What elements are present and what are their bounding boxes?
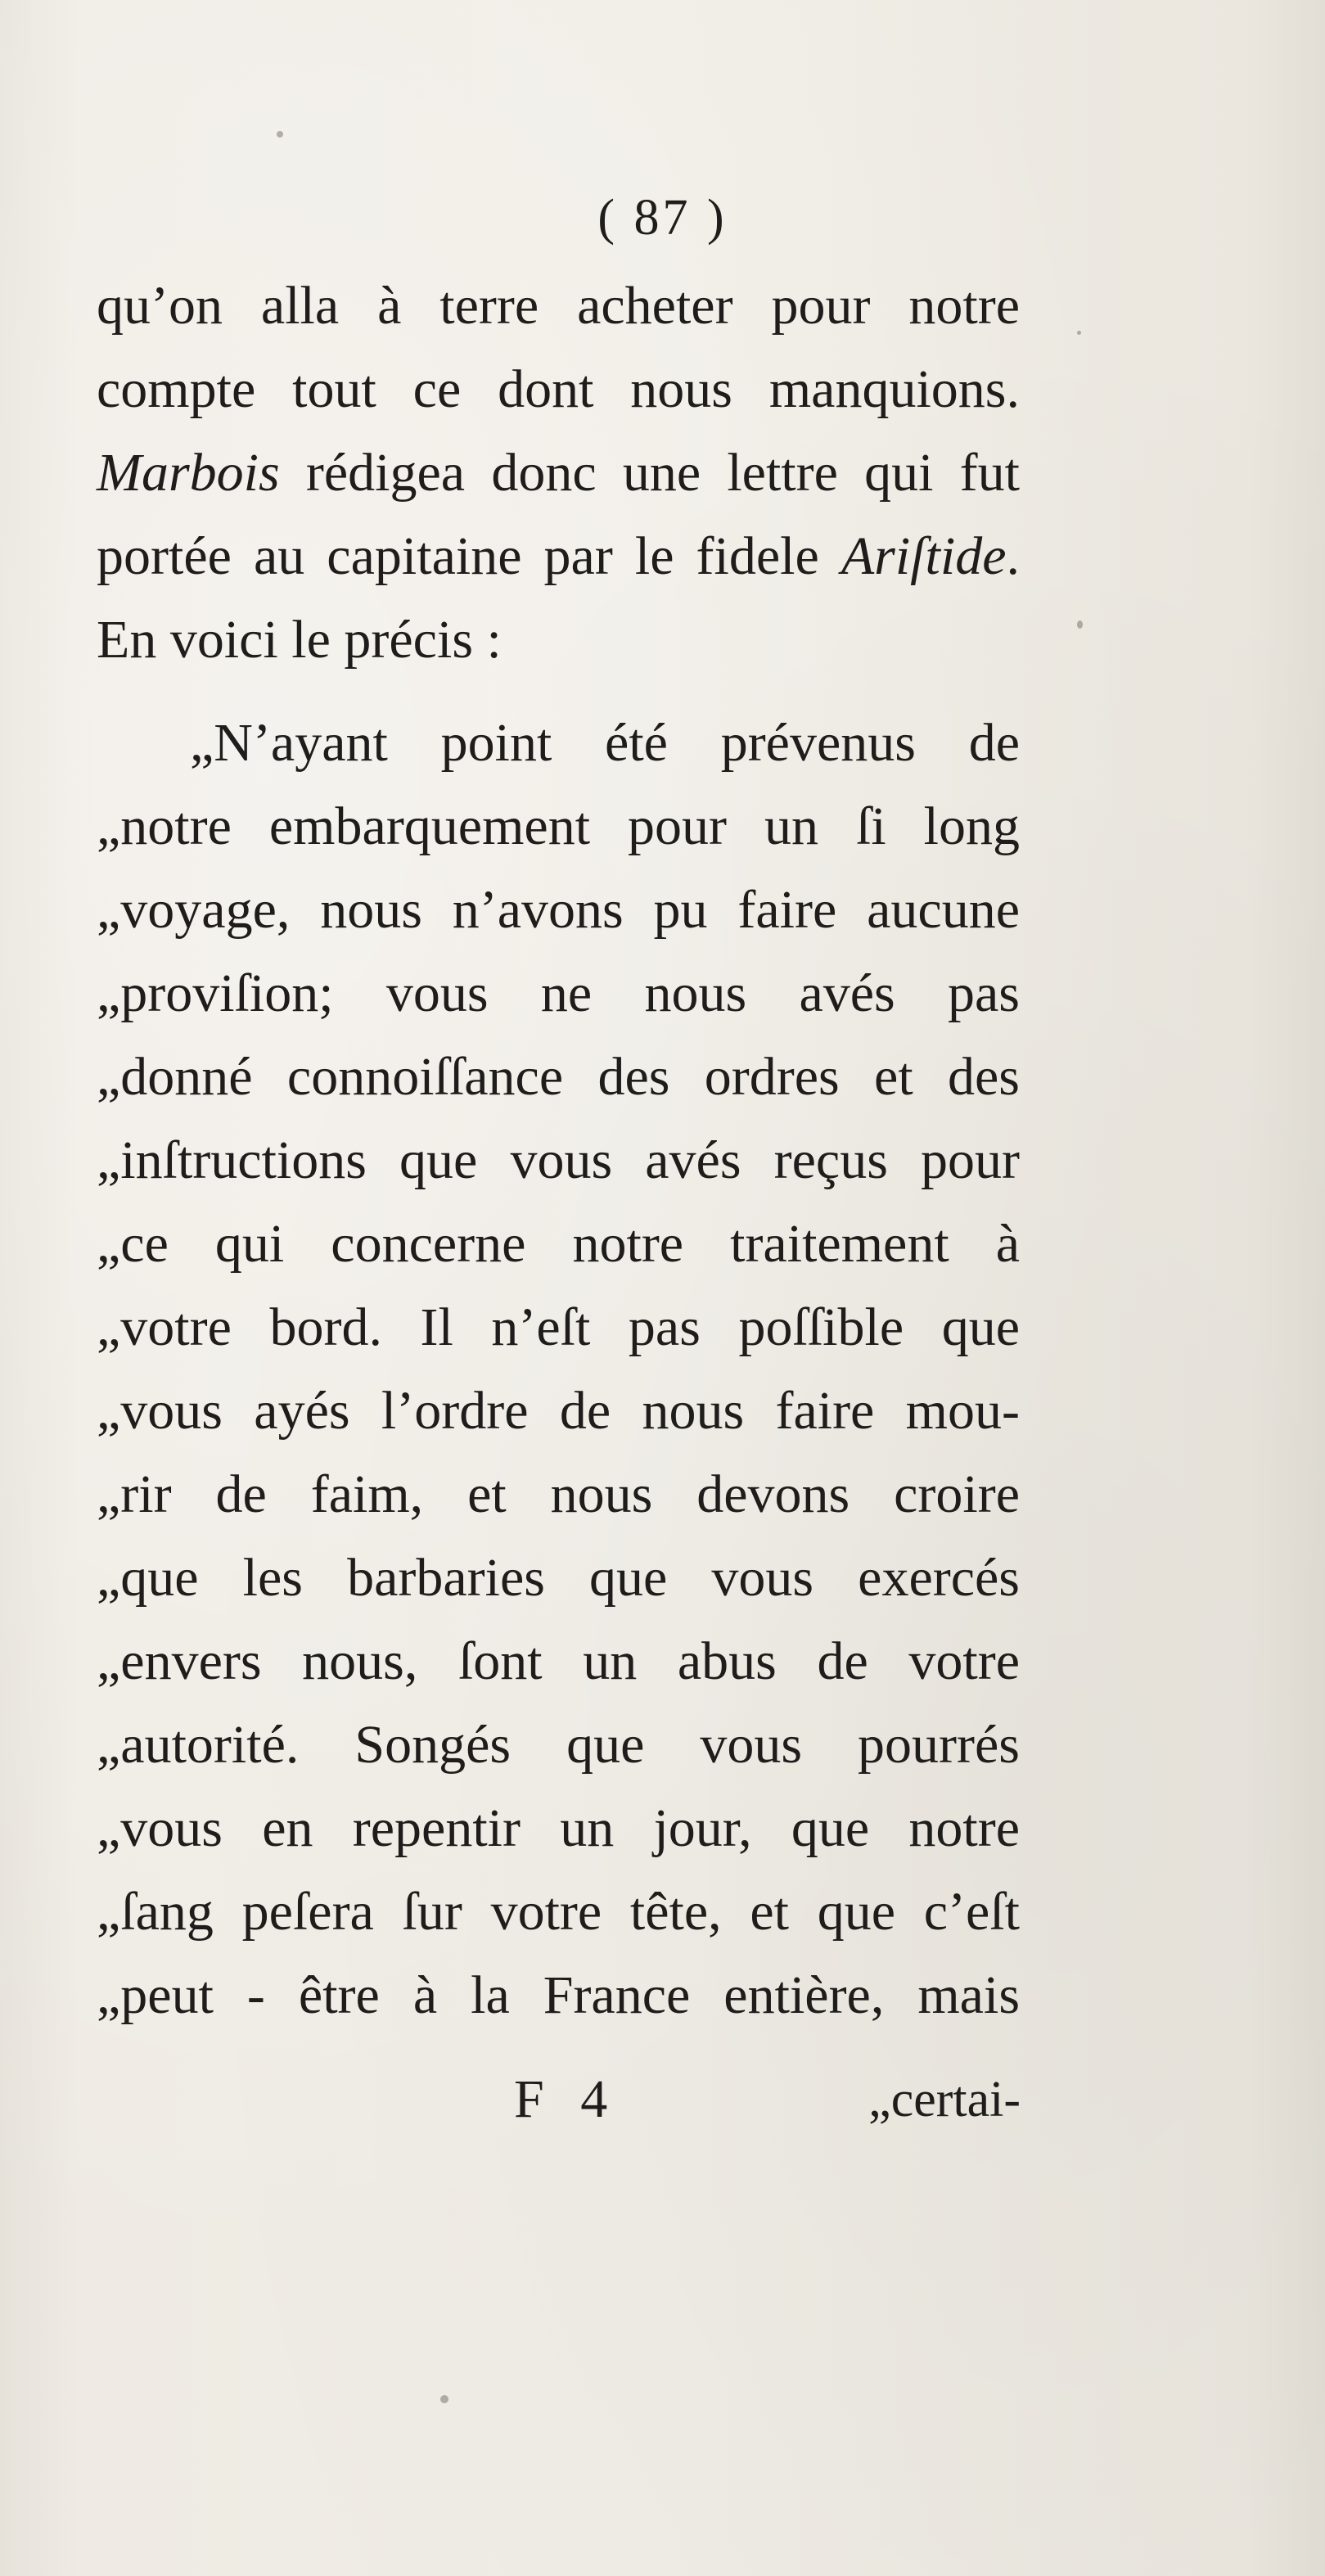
text-line (97, 1286, 1020, 1369)
line-text: „ſang peſera ſur votre tête, et que c’eſt (97, 1882, 1020, 1942)
text-line (190, 702, 1020, 785)
line-text: „peut - être à la France entière, mais (97, 1965, 1020, 2025)
text-line (97, 1119, 1020, 1202)
text-line (97, 1035, 1020, 1119)
line-text: „donné connoiſſance des ordres et des (97, 1047, 1020, 1107)
line-text: „voyage, nous n’avons pu faire aucune (97, 880, 1020, 940)
text-line (97, 868, 1020, 952)
text-line (97, 1703, 1020, 1787)
text-line (97, 1536, 1020, 1620)
line-text: En voici le précis : (97, 610, 502, 670)
line-text: „inſtructions que vous avés reçus pour (97, 1130, 1020, 1190)
text-line (97, 598, 502, 682)
line-text: „vous en repentir un jour, que notre (97, 1798, 1020, 1858)
line-text: „votre bord. Il n’eſt pas poſſible que (97, 1297, 1020, 1357)
text-line (97, 348, 1020, 431)
line-text: compte tout ce dont nous manquions. (97, 359, 1020, 419)
line-text: „autorité. Songés que vous pourrés (97, 1715, 1020, 1775)
text-line (97, 515, 1020, 598)
text-line (97, 1369, 1020, 1453)
line-text: „envers nous, ſont un abus de votre (97, 1631, 1020, 1691)
line-text: „ce qui concerne notre traitement à (97, 1214, 1020, 1274)
text-line (97, 1787, 1020, 1870)
text-line (97, 1202, 1020, 1286)
line-text: rédigea donc une lettre qui fut (279, 443, 1020, 503)
line-text: „vous ayés l’ordre de nous faire mou- (97, 1381, 1020, 1441)
line-text: . (1006, 526, 1020, 586)
paper-speck (1077, 331, 1081, 335)
paper-speck (1077, 620, 1083, 629)
text-line (97, 264, 1020, 348)
text-line (97, 952, 1020, 1035)
catchword: „certai- (868, 2072, 1021, 2127)
text-line (97, 785, 1020, 868)
line-text: „N’ayant point été prévenus de (190, 713, 1020, 773)
text-line (97, 1954, 1020, 2037)
text-line (97, 1620, 1020, 1703)
signature-mark: F 4 (514, 2069, 620, 2129)
line-text: „que les barbaries que vous exercés (97, 1548, 1020, 1608)
line-text: qu’on alla à terre acheter pour notre (97, 276, 1020, 336)
line-text: portée au capitaine par le fidele (97, 526, 841, 586)
paper-speck (440, 2395, 448, 2403)
page-number: ( 87 ) (597, 190, 728, 246)
paper-speck (277, 131, 283, 138)
page-footer (0, 2055, 1325, 2145)
text-line (97, 431, 1020, 515)
line-text: „rir de faim, et nous devons croire (97, 1464, 1020, 1524)
line-text: „proviſion; vous ne nous avés pas (97, 963, 1020, 1023)
line-text: „notre embarquement pour un ſi long (97, 796, 1020, 856)
italic-name: Marbois (97, 443, 280, 503)
text-line (97, 1870, 1020, 1954)
text-line (97, 1453, 1020, 1536)
italic-name: Ariſtide (841, 526, 1007, 586)
